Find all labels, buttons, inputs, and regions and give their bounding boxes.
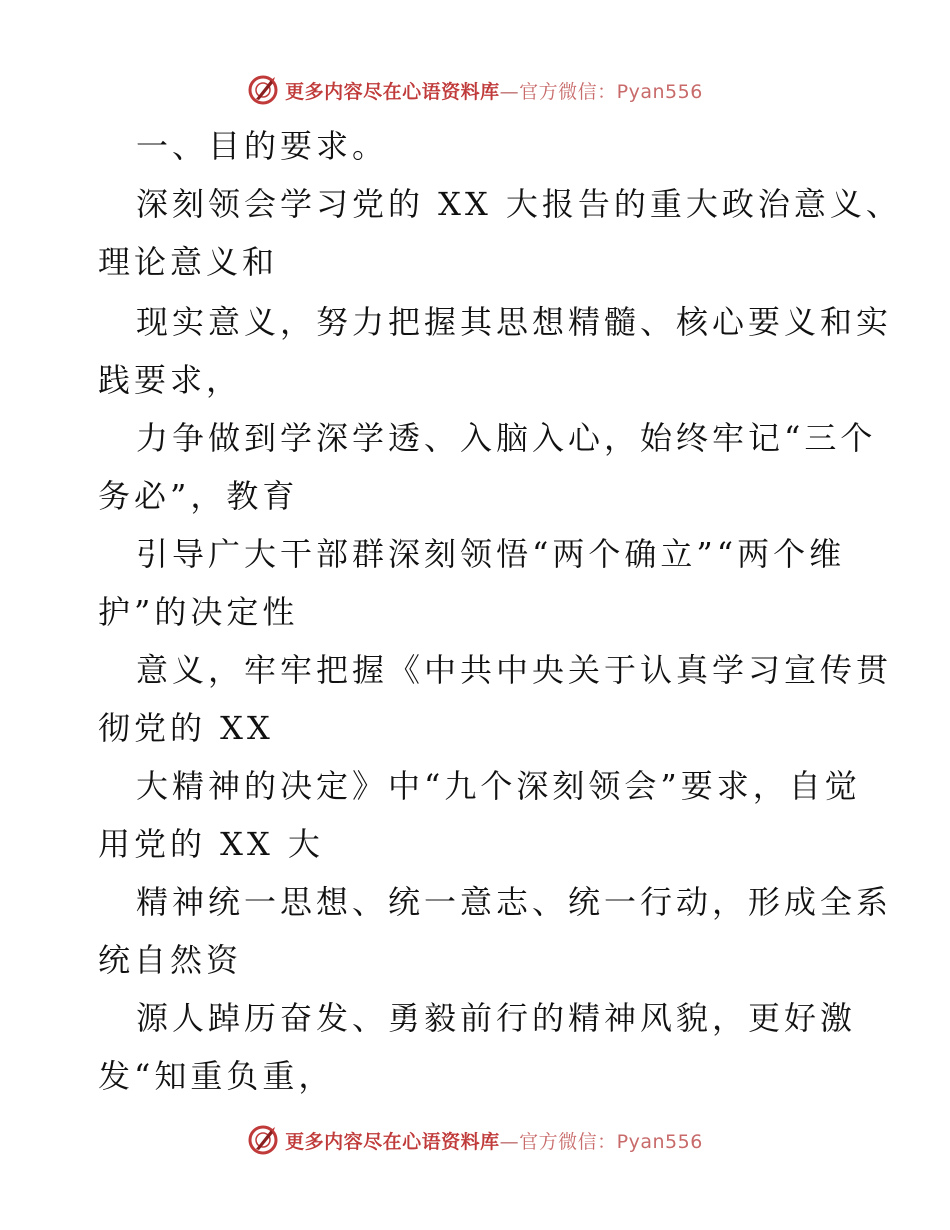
paragraph-line: 精神统一思想、统一意志、统一行动，形成全系	[136, 883, 893, 921]
footer-banner-main-text: 更多内容尽在心语资料库	[285, 1130, 500, 1153]
paragraph-line: 统自然资	[98, 941, 243, 979]
footer-banner-text	[285, 1127, 703, 1154]
header-banner-separator: —	[499, 80, 520, 103]
header-banner-text	[285, 77, 703, 104]
paragraph-line: 现实意义，努力把握其思想精髓、核心要义和实	[136, 303, 893, 341]
paragraph-line: 力争做到学深学透、入脑入心，始终牢记“三个	[136, 419, 877, 457]
paragraph-line: 深刻领会学习党的 XX 大报告的重大政治意义、	[136, 185, 902, 223]
quill-pen-circle-icon	[247, 74, 279, 106]
paragraph-line: 大精神的决定》中“九个深刻领会”要求，自觉	[136, 767, 861, 805]
paragraph-line: 源人踔历奋发、勇毅前行的精神风貌，更好激	[136, 999, 857, 1037]
footer-banner-separator: —	[499, 1130, 520, 1153]
paragraph-line: 护”的决定性	[98, 593, 299, 631]
footer-banner	[0, 1120, 950, 1160]
header-banner-main-text: 更多内容尽在心语资料库	[285, 80, 500, 103]
paragraph-line: 彻党的 XX	[98, 709, 274, 747]
paragraph-line: 用党的 XX 大	[98, 825, 324, 863]
paragraph-line: 意义，牢牢把握《中共中央关于认真学习宣传贯	[136, 651, 893, 689]
paragraph-line: 务必”，教育	[98, 477, 299, 515]
footer-banner-wechat-text: 官方微信：Pyan556	[519, 1130, 703, 1153]
paragraph-line: 发“知重负重，	[98, 1057, 335, 1095]
paragraph-line: 引导广大干部群深刻领悟“两个确立”“两个维	[136, 535, 846, 573]
header-banner-wechat-text: 官方微信：Pyan556	[519, 80, 703, 103]
section-heading: 一、目的要求。	[136, 127, 389, 165]
paragraph-line: 践要求，	[98, 361, 243, 399]
header-banner	[0, 70, 950, 110]
quill-pen-circle-icon	[247, 1124, 279, 1156]
paragraph-line: 理论意义和	[98, 243, 279, 281]
